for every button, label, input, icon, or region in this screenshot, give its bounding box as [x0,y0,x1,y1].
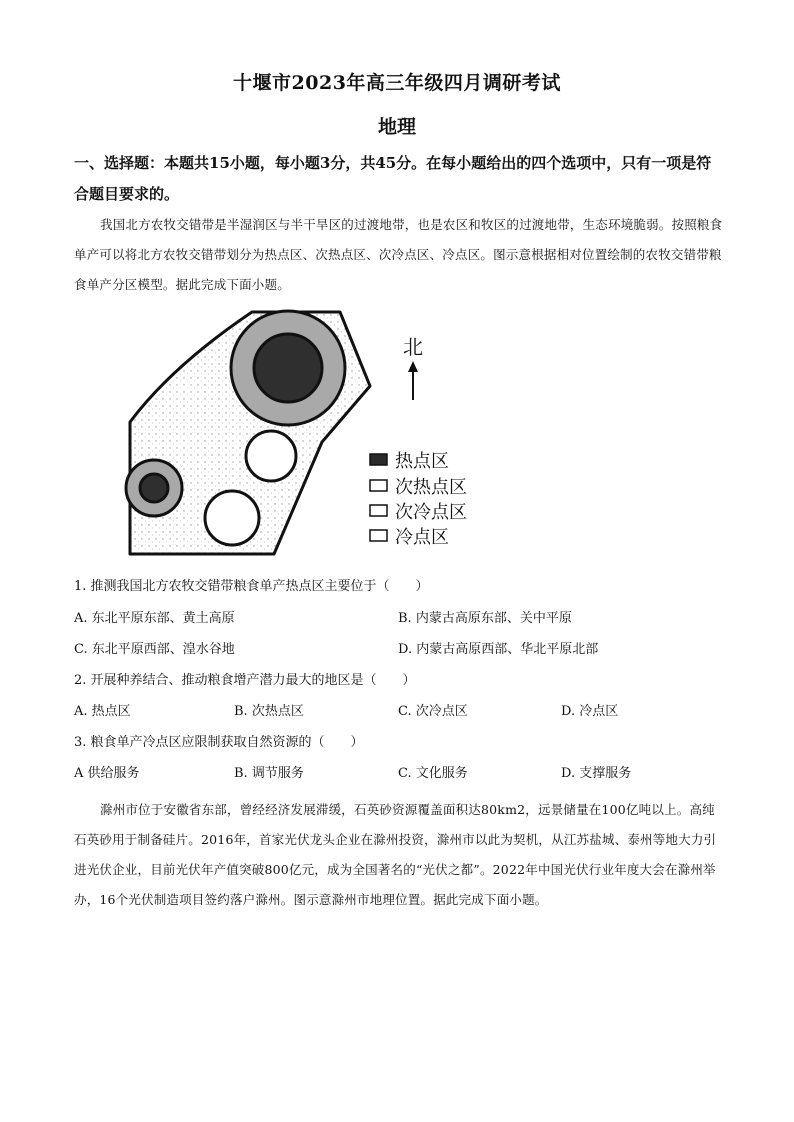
question-1-stem: 1. 推测我国北方农牧交错带粮食单产热点区主要位于（ ） [74,579,429,594]
q3-option-a[interactable]: A 供给服务 [74,766,140,781]
q1-option-d[interactable]: D. 内蒙古高原西部、华北平原北部 [398,642,599,657]
exam-title: 十堰市2023年高三年级四月调研考试 [233,72,561,94]
q1-option-c[interactable]: C. 东北平原西部、湟水谷地 [74,642,235,657]
legend [370,451,467,548]
question-3-stem: 3. 粮食单产冷点区应限制获取自然资源的（ ） [74,735,364,750]
legend-label-subcold: 次冷点区 [395,502,467,523]
legend-swatch-hot [370,454,387,465]
legend-swatch-subhot [370,480,387,491]
zoning-model-figure [112,306,492,566]
passage-1: 我国北方农牧交错带是半湿润区与半干旱区的过渡地带，也是农区和牧区的过渡地带，生态环境脆弱。按照粮食单产可以将北方农牧交错带划分为热点区、次热点区、次冷点区、冷点区。图示意根据相对位置绘制的农牧交错带粮食单产分区模型。据此完成下面小题。 [74,217,723,292]
north-arrow-icon [408,361,418,372]
legend-label-subhot: 次热点区 [395,477,467,498]
passage-2: 滁州市位于安徽省东部，曾经经济发展滞缓，石英砂资源覆盖面积达80km2，远景储量在100亿吨以上。高纯石英砂用于制备硅片。2016年，首家光伏龙头企业在滁州投资，滁州市以此为契机，从江苏盐城、泰州等地大力引进光伏企业，目前光伏年产值突破800亿元，成为全国著名的“光伏之都”。2022年中国光伏行业年度大会在滁州举办，16个光伏制造项目签约落户滁州。图示意滁州市地理位置。据此完成下面小题。 [74,802,717,907]
exam-subject: 地理 [377,116,416,138]
q1-option-b[interactable]: B. 内蒙古高原东部、关中平原 [398,611,572,626]
q2-option-c[interactable]: C. 次冷点区 [398,704,468,719]
q2-option-b[interactable]: B. 次热点区 [234,704,304,719]
legend-label-hot: 热点区 [395,451,449,472]
hot-zone-small-core [140,474,168,502]
question-2-stem: 2. 开展种养结合、推动粮食增产潜力最大的地区是（ ） [74,673,416,688]
q1-option-a[interactable]: A. 东北平原东部、黄土高原 [74,611,235,626]
q2-option-a[interactable]: A. 热点区 [74,704,131,719]
north-label: 北 [403,335,423,359]
sub-cold-circle-2 [246,431,296,481]
sub-cold-circle-1 [205,491,259,545]
q3-option-c[interactable]: C. 文化服务 [398,766,468,781]
q2-option-d[interactable]: D. 冷点区 [561,704,619,719]
q3-option-b[interactable]: B. 调节服务 [234,766,304,781]
legend-swatch-cold [370,530,387,541]
legend-swatch-subcold [370,505,387,516]
section-instructions: 一、选择题：本题共15小题，每小题3分，共45分。在每小题给出的四个选项中，只有一项是符合题目要求的。 [74,154,712,203]
q3-option-d[interactable]: D. 支撑服务 [561,766,632,781]
hot-zone-large-core [254,334,322,402]
legend-label-cold: 冷点区 [395,527,449,548]
